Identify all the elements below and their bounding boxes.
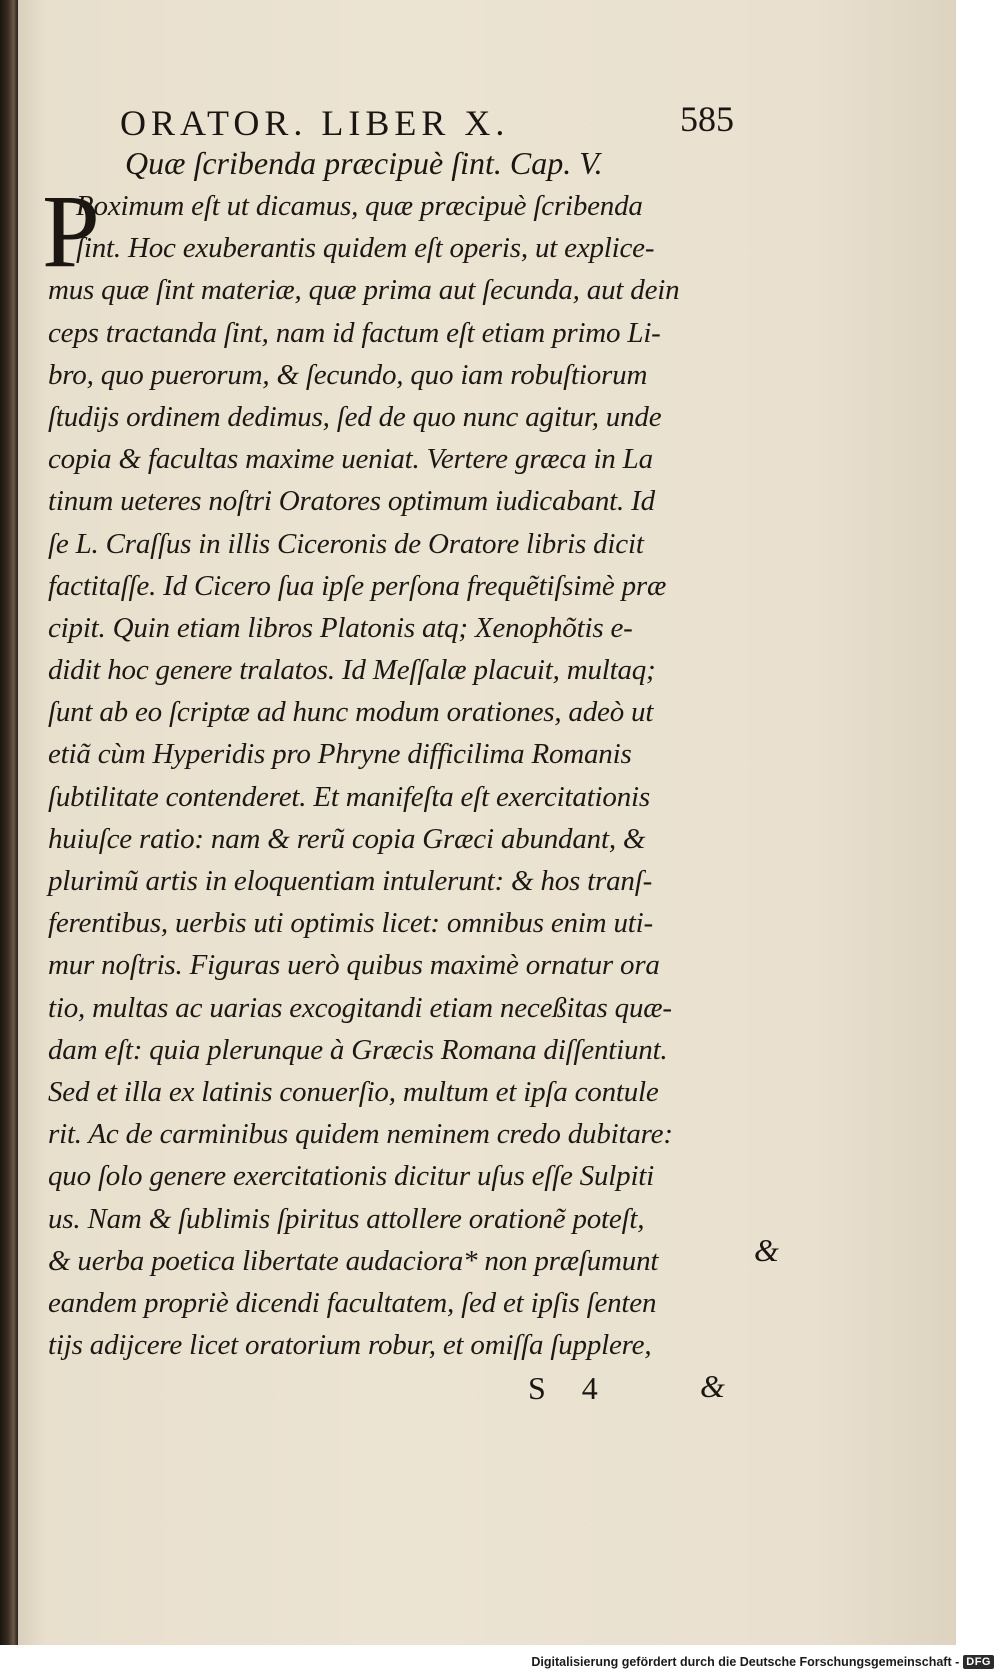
catchword: & [700,1368,725,1404]
text-line: ſe L. Craſſus in illis Ciceronis de Oratore libris dicit [48,527,644,560]
text-line: ſunt ab eo ſcriptæ ad hunc modum orationes, adeò ut [48,696,654,729]
text-line: didit hoc genere tralatos. Id Meſſalæ placuit, multaq; [48,654,656,687]
digitization-credit [531,1651,994,1673]
text-line: plurimũ artis in eloquentiam intulerunt: & hos tranſ- [48,865,653,897]
chapter-heading: Quæ ſcribenda præcipuè ſint. Cap. V. [125,145,603,181]
body-text [48,185,748,1366]
book-spine-edge [0,0,18,1645]
text-line: & uerba poetica libertate audaciora* non præſumunt [48,1244,659,1277]
text-line: tinum ueteres noſtri Oratores optimum iudicabant. Id [48,485,655,518]
text-line: mur noſtris. Figuras uerò quibus maximè ornatur ora [48,949,660,982]
text-line: ſubtilitate contenderet. Et manifeſta eſt exercitationis [48,780,650,813]
text-line: tijs adijcere licet oratorium robur, et omiſſa ſupplere, [48,1329,652,1362]
text-line: mus quæ ſint materiæ, quæ prima aut ſecunda, aut dein [48,274,680,307]
text-line: Sed et illa ex latinis conuerſio, multum et ipſa contule [48,1075,659,1108]
text-line: tio, multas ac uarias excogitandi etiam neceßitas quæ- [48,991,672,1024]
text-line: quo ſolo genere exercitationis dicitur uſus eſſe Sulpiti [48,1160,655,1193]
text-line: copia & facultas maxime ueniat. Vertere græca in La [48,443,653,476]
text-line: cipit. Quin etiam libros Platonis atq; Xenophõtis e- [48,611,633,644]
text-line: dam eſt: quia plerunque à Græcis Romana diſſentiunt. [48,1033,668,1066]
text-line: us. Nam & ſublimis ſpiritus attollere orationẽ poteſt, [48,1202,645,1235]
text-line: ferentibus, uerbis uti optimis licet: omnibus enim uti- [48,907,653,940]
credit-text: Digitalisierung gefördert durch die Deutsche Forschungsgemeinschaft - [531,1655,960,1669]
text-line: bro, quo puerorum, & ſecundo, quo iam robuſtiorum [48,358,648,391]
drop-cap-initial: P [42,174,100,289]
text-line: ſtudijs ordinem dedimus, ſed de quo nunc agitur, unde [48,400,662,433]
text-line: eandem propriè dicendi facultatem, ſed et ipſis ſenten [48,1286,657,1319]
text-line: factitaſſe. Id Cicero ſua ipſe perſona frequẽtiſsimè præ [48,569,667,602]
signature-mark: S 4 [528,1370,612,1406]
page-number: 585 [680,99,734,139]
text-line: huiuſce ratio: nam & rerũ copia Græci abundant, & [48,822,646,855]
text-line: Roximum eſt ut dicamus, quæ præcipuè ſcribenda [76,190,643,222]
dfg-logo: DFG [963,1655,994,1669]
text-line: rit. Ac de carminibus quidem neminem credo dubitare: [48,1118,673,1151]
text-line: ſint. Hoc exuberantis quidem eſt operis, ut explice- [76,232,655,265]
scan-margin [956,0,1000,1645]
text-line: ceps tractanda ſint, nam id factum eſt etiam primo Li- [48,316,661,349]
text-line: etiã cùm Hyperidis pro Phryne difficilima Romanis [48,738,632,771]
margin-note: & [754,1232,779,1268]
running-head: ORATOR. LIBER X. [120,103,510,143]
